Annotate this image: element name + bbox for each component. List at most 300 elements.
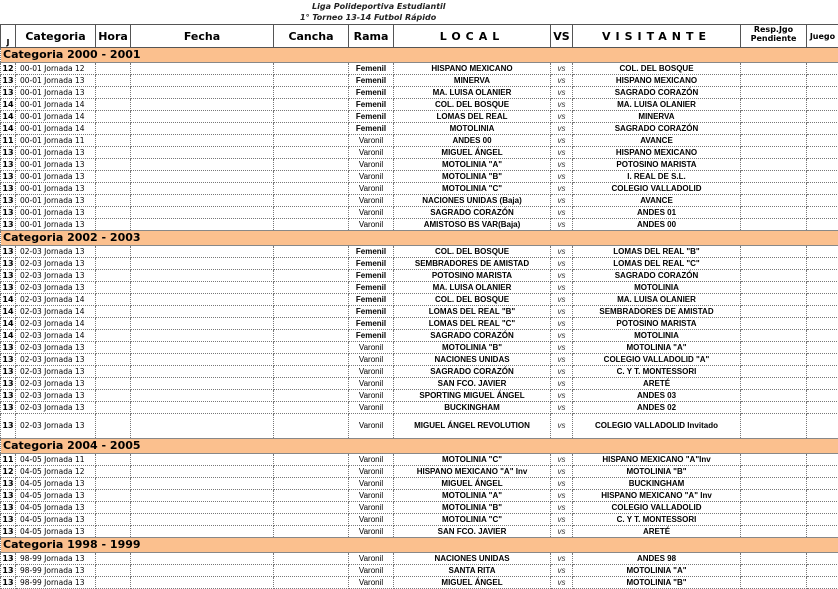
- resp-pendiente-cell[interactable]: [741, 354, 807, 366]
- resp-pendiente-cell[interactable]: [741, 159, 807, 171]
- categoria-cell[interactable]: 02-03 Jornada 13: [16, 270, 96, 282]
- rama-cell[interactable]: Varonil: [349, 490, 394, 502]
- cancha-cell[interactable]: [274, 219, 349, 231]
- hora-cell[interactable]: [96, 87, 131, 99]
- local-team[interactable]: MINERVA: [394, 75, 551, 87]
- local-team[interactable]: LOMAS DEL REAL "B": [394, 306, 551, 318]
- rama-cell[interactable]: Varonil: [349, 135, 394, 147]
- cancha-cell[interactable]: [274, 270, 349, 282]
- cancha-cell[interactable]: [274, 87, 349, 99]
- visitante-team[interactable]: C. Y T. MONTESSORI: [573, 366, 741, 378]
- fecha-cell[interactable]: [131, 514, 274, 526]
- juego-cell[interactable]: [807, 111, 838, 123]
- hora-cell[interactable]: [96, 159, 131, 171]
- rama-cell[interactable]: Varonil: [349, 159, 394, 171]
- fecha-cell[interactable]: [131, 390, 274, 402]
- jornada-number[interactable]: 13: [1, 402, 16, 414]
- fecha-cell[interactable]: [131, 414, 274, 439]
- fecha-cell[interactable]: [131, 135, 274, 147]
- local-team[interactable]: SAGRADO CORAZÓN: [394, 207, 551, 219]
- local-team[interactable]: BUCKINGHAM: [394, 402, 551, 414]
- hora-cell[interactable]: [96, 378, 131, 390]
- rama-cell[interactable]: Varonil: [349, 526, 394, 538]
- hora-cell[interactable]: [96, 318, 131, 330]
- fecha-cell[interactable]: [131, 219, 274, 231]
- jornada-number[interactable]: 13: [1, 159, 16, 171]
- local-team[interactable]: LOMAS DEL REAL "C": [394, 318, 551, 330]
- jornada-number[interactable]: 13: [1, 219, 16, 231]
- hora-cell[interactable]: [96, 207, 131, 219]
- jornada-number[interactable]: 11: [1, 135, 16, 147]
- hora-cell[interactable]: [96, 330, 131, 342]
- categoria-cell[interactable]: 04-05 Jornada 13: [16, 490, 96, 502]
- juego-cell[interactable]: [807, 526, 838, 538]
- jornada-number[interactable]: 13: [1, 502, 16, 514]
- visitante-team[interactable]: POTOSINO MARISTA: [573, 159, 741, 171]
- fecha-cell[interactable]: [131, 454, 274, 466]
- jornada-number[interactable]: 13: [1, 565, 16, 577]
- visitante-team[interactable]: MA. LUISA OLANIER: [573, 294, 741, 306]
- juego-cell[interactable]: [807, 75, 838, 87]
- jornada-number[interactable]: 13: [1, 87, 16, 99]
- visitante-team[interactable]: MOTOLINIA "B": [573, 577, 741, 589]
- hora-cell[interactable]: [96, 454, 131, 466]
- fecha-cell[interactable]: [131, 330, 274, 342]
- categoria-cell[interactable]: 98-99 Jornada 13: [16, 577, 96, 589]
- resp-pendiente-cell[interactable]: [741, 565, 807, 577]
- juego-cell[interactable]: [807, 294, 838, 306]
- categoria-cell[interactable]: 04-05 Jornada 12: [16, 466, 96, 478]
- cancha-cell[interactable]: [274, 414, 349, 439]
- visitante-team[interactable]: AVANCE: [573, 195, 741, 207]
- cancha-cell[interactable]: [274, 123, 349, 135]
- resp-pendiente-cell[interactable]: [741, 466, 807, 478]
- visitante-team[interactable]: COL. DEL BOSQUE: [573, 63, 741, 75]
- resp-pendiente-cell[interactable]: [741, 366, 807, 378]
- cancha-cell[interactable]: [274, 366, 349, 378]
- hora-cell[interactable]: [96, 502, 131, 514]
- visitante-team[interactable]: BUCKINGHAM: [573, 478, 741, 490]
- juego-cell[interactable]: [807, 390, 838, 402]
- local-team[interactable]: MOTOLINIA "A": [394, 490, 551, 502]
- resp-pendiente-cell[interactable]: [741, 147, 807, 159]
- resp-pendiente-cell[interactable]: [741, 171, 807, 183]
- fecha-cell[interactable]: [131, 378, 274, 390]
- resp-pendiente-cell[interactable]: [741, 282, 807, 294]
- local-team[interactable]: MOTOLINIA "C": [394, 183, 551, 195]
- hora-cell[interactable]: [96, 246, 131, 258]
- hora-cell[interactable]: [96, 402, 131, 414]
- categoria-cell[interactable]: 02-03 Jornada 13: [16, 246, 96, 258]
- cancha-cell[interactable]: [274, 147, 349, 159]
- local-team[interactable]: AMISTOSO BS VAR(Baja): [394, 219, 551, 231]
- local-team[interactable]: LOMAS DEL REAL: [394, 111, 551, 123]
- rama-cell[interactable]: Varonil: [349, 454, 394, 466]
- cancha-cell[interactable]: [274, 514, 349, 526]
- resp-pendiente-cell[interactable]: [741, 111, 807, 123]
- jornada-number[interactable]: 13: [1, 246, 16, 258]
- jornada-number[interactable]: 14: [1, 294, 16, 306]
- jornada-number[interactable]: 14: [1, 111, 16, 123]
- jornada-number[interactable]: 13: [1, 414, 16, 439]
- fecha-cell[interactable]: [131, 246, 274, 258]
- fecha-cell[interactable]: [131, 402, 274, 414]
- visitante-team[interactable]: ANDES 02: [573, 402, 741, 414]
- jornada-number[interactable]: 14: [1, 123, 16, 135]
- rama-cell[interactable]: Femenil: [349, 99, 394, 111]
- fecha-cell[interactable]: [131, 466, 274, 478]
- jornada-number[interactable]: 13: [1, 514, 16, 526]
- jornada-number[interactable]: 14: [1, 99, 16, 111]
- resp-pendiente-cell[interactable]: [741, 514, 807, 526]
- fecha-cell[interactable]: [131, 342, 274, 354]
- visitante-team[interactable]: MOTOLINIA: [573, 330, 741, 342]
- visitante-team[interactable]: HISPANO MEXICANO: [573, 147, 741, 159]
- hora-cell[interactable]: [96, 270, 131, 282]
- jornada-number[interactable]: 13: [1, 183, 16, 195]
- hora-cell[interactable]: [96, 553, 131, 565]
- fecha-cell[interactable]: [131, 123, 274, 135]
- categoria-cell[interactable]: 00-01 Jornada 14: [16, 123, 96, 135]
- visitante-team[interactable]: SAGRADO CORAZÓN: [573, 270, 741, 282]
- cancha-cell[interactable]: [274, 577, 349, 589]
- categoria-cell[interactable]: 00-01 Jornada 14: [16, 99, 96, 111]
- hora-cell[interactable]: [96, 282, 131, 294]
- hora-cell[interactable]: [96, 63, 131, 75]
- juego-cell[interactable]: [807, 454, 838, 466]
- visitante-team[interactable]: AVANCE: [573, 135, 741, 147]
- hora-cell[interactable]: [96, 171, 131, 183]
- juego-cell[interactable]: [807, 147, 838, 159]
- jornada-number[interactable]: 13: [1, 342, 16, 354]
- local-team[interactable]: MOTOLINIA "B": [394, 342, 551, 354]
- jornada-number[interactable]: 14: [1, 318, 16, 330]
- categoria-cell[interactable]: 02-03 Jornada 13: [16, 258, 96, 270]
- hora-cell[interactable]: [96, 577, 131, 589]
- cancha-cell[interactable]: [274, 318, 349, 330]
- fecha-cell[interactable]: [131, 171, 274, 183]
- rama-cell[interactable]: Varonil: [349, 207, 394, 219]
- local-team[interactable]: MA. LUISA OLANIER: [394, 282, 551, 294]
- jornada-number[interactable]: 13: [1, 270, 16, 282]
- categoria-cell[interactable]: 00-01 Jornada 13: [16, 159, 96, 171]
- visitante-team[interactable]: ANDES 00: [573, 219, 741, 231]
- local-team[interactable]: POTOSINO MARISTA: [394, 270, 551, 282]
- visitante-team[interactable]: MOTOLINIA "A": [573, 342, 741, 354]
- juego-cell[interactable]: [807, 258, 838, 270]
- cancha-cell[interactable]: [274, 306, 349, 318]
- fecha-cell[interactable]: [131, 87, 274, 99]
- cancha-cell[interactable]: [274, 258, 349, 270]
- rama-cell[interactable]: Varonil: [349, 366, 394, 378]
- rama-cell[interactable]: Femenil: [349, 294, 394, 306]
- cancha-cell[interactable]: [274, 378, 349, 390]
- rama-cell[interactable]: Femenil: [349, 111, 394, 123]
- rama-cell[interactable]: Varonil: [349, 378, 394, 390]
- jornada-number[interactable]: 13: [1, 258, 16, 270]
- juego-cell[interactable]: [807, 402, 838, 414]
- fecha-cell[interactable]: [131, 318, 274, 330]
- local-team[interactable]: SAN FCO. JAVIER: [394, 526, 551, 538]
- local-team[interactable]: MOTOLINIA "C": [394, 454, 551, 466]
- visitante-team[interactable]: HISPANO MEXICANO "A" Inv: [573, 490, 741, 502]
- rama-cell[interactable]: Varonil: [349, 219, 394, 231]
- resp-pendiente-cell[interactable]: [741, 330, 807, 342]
- hora-cell[interactable]: [96, 147, 131, 159]
- juego-cell[interactable]: [807, 207, 838, 219]
- resp-pendiente-cell[interactable]: [741, 553, 807, 565]
- hora-cell[interactable]: [96, 306, 131, 318]
- hora-cell[interactable]: [96, 514, 131, 526]
- visitante-team[interactable]: COLEGIO VALLADOLID: [573, 183, 741, 195]
- fecha-cell[interactable]: [131, 147, 274, 159]
- fecha-cell[interactable]: [131, 565, 274, 577]
- hora-cell[interactable]: [96, 294, 131, 306]
- visitante-team[interactable]: SEMBRADORES DE AMISTAD: [573, 306, 741, 318]
- fecha-cell[interactable]: [131, 526, 274, 538]
- fecha-cell[interactable]: [131, 553, 274, 565]
- jornada-number[interactable]: 13: [1, 553, 16, 565]
- local-team[interactable]: SAN FCO. JAVIER: [394, 378, 551, 390]
- jornada-number[interactable]: 13: [1, 526, 16, 538]
- cancha-cell[interactable]: [274, 111, 349, 123]
- fecha-cell[interactable]: [131, 306, 274, 318]
- juego-cell[interactable]: [807, 195, 838, 207]
- fecha-cell[interactable]: [131, 63, 274, 75]
- rama-cell[interactable]: Varonil: [349, 466, 394, 478]
- juego-cell[interactable]: [807, 502, 838, 514]
- juego-cell[interactable]: [807, 354, 838, 366]
- categoria-cell[interactable]: 00-01 Jornada 13: [16, 87, 96, 99]
- resp-pendiente-cell[interactable]: [741, 526, 807, 538]
- categoria-cell[interactable]: 00-01 Jornada 13: [16, 219, 96, 231]
- local-team[interactable]: COL. DEL BOSQUE: [394, 294, 551, 306]
- cancha-cell[interactable]: [274, 402, 349, 414]
- juego-cell[interactable]: [807, 171, 838, 183]
- visitante-team[interactable]: ANDES 01: [573, 207, 741, 219]
- hora-cell[interactable]: [96, 219, 131, 231]
- juego-cell[interactable]: [807, 219, 838, 231]
- categoria-cell[interactable]: 00-01 Jornada 13: [16, 207, 96, 219]
- resp-pendiente-cell[interactable]: [741, 123, 807, 135]
- resp-pendiente-cell[interactable]: [741, 207, 807, 219]
- hora-cell[interactable]: [96, 466, 131, 478]
- fecha-cell[interactable]: [131, 577, 274, 589]
- cancha-cell[interactable]: [274, 63, 349, 75]
- juego-cell[interactable]: [807, 514, 838, 526]
- rama-cell[interactable]: Femenil: [349, 318, 394, 330]
- categoria-cell[interactable]: 04-05 Jornada 13: [16, 478, 96, 490]
- resp-pendiente-cell[interactable]: [741, 414, 807, 439]
- visitante-team[interactable]: MOTOLINIA "B": [573, 466, 741, 478]
- juego-cell[interactable]: [807, 565, 838, 577]
- rama-cell[interactable]: Varonil: [349, 402, 394, 414]
- local-team[interactable]: MOTOLINIA: [394, 123, 551, 135]
- visitante-team[interactable]: ARETÉ: [573, 526, 741, 538]
- fecha-cell[interactable]: [131, 490, 274, 502]
- visitante-team[interactable]: MINERVA: [573, 111, 741, 123]
- jornada-number[interactable]: 13: [1, 282, 16, 294]
- rama-cell[interactable]: Femenil: [349, 246, 394, 258]
- jornada-number[interactable]: 13: [1, 207, 16, 219]
- resp-pendiente-cell[interactable]: [741, 502, 807, 514]
- categoria-cell[interactable]: 02-03 Jornada 13: [16, 282, 96, 294]
- cancha-cell[interactable]: [274, 490, 349, 502]
- resp-pendiente-cell[interactable]: [741, 294, 807, 306]
- hora-cell[interactable]: [96, 183, 131, 195]
- categoria-cell[interactable]: 00-01 Jornada 14: [16, 111, 96, 123]
- resp-pendiente-cell[interactable]: [741, 195, 807, 207]
- fecha-cell[interactable]: [131, 354, 274, 366]
- resp-pendiente-cell[interactable]: [741, 258, 807, 270]
- jornada-number[interactable]: 13: [1, 390, 16, 402]
- visitante-team[interactable]: COLEGIO VALLADOLID Invitado: [573, 414, 741, 439]
- cancha-cell[interactable]: [274, 75, 349, 87]
- juego-cell[interactable]: [807, 282, 838, 294]
- rama-cell[interactable]: Varonil: [349, 354, 394, 366]
- resp-pendiente-cell[interactable]: [741, 390, 807, 402]
- hora-cell[interactable]: [96, 195, 131, 207]
- hora-cell[interactable]: [96, 490, 131, 502]
- jornada-number[interactable]: 13: [1, 171, 16, 183]
- juego-cell[interactable]: [807, 246, 838, 258]
- local-team[interactable]: COL. DEL BOSQUE: [394, 246, 551, 258]
- resp-pendiente-cell[interactable]: [741, 306, 807, 318]
- categoria-cell[interactable]: 02-03 Jornada 14: [16, 318, 96, 330]
- fecha-cell[interactable]: [131, 207, 274, 219]
- jornada-number[interactable]: 13: [1, 75, 16, 87]
- local-team[interactable]: MOTOLINIA "B": [394, 502, 551, 514]
- hora-cell[interactable]: [96, 111, 131, 123]
- cancha-cell[interactable]: [274, 195, 349, 207]
- hora-cell[interactable]: [96, 99, 131, 111]
- rama-cell[interactable]: Varonil: [349, 565, 394, 577]
- local-team[interactable]: MIGUEL ÁNGEL REVOLUTION: [394, 414, 551, 439]
- fecha-cell[interactable]: [131, 502, 274, 514]
- categoria-cell[interactable]: 02-03 Jornada 13: [16, 402, 96, 414]
- fecha-cell[interactable]: [131, 159, 274, 171]
- rama-cell[interactable]: Femenil: [349, 75, 394, 87]
- rama-cell[interactable]: Femenil: [349, 270, 394, 282]
- resp-pendiente-cell[interactable]: [741, 135, 807, 147]
- juego-cell[interactable]: [807, 99, 838, 111]
- resp-pendiente-cell[interactable]: [741, 63, 807, 75]
- visitante-team[interactable]: HISPANO MEXICANO "A"Inv: [573, 454, 741, 466]
- cancha-cell[interactable]: [274, 454, 349, 466]
- resp-pendiente-cell[interactable]: [741, 402, 807, 414]
- cancha-cell[interactable]: [274, 502, 349, 514]
- visitante-team[interactable]: LOMAS DEL REAL "B": [573, 246, 741, 258]
- local-team[interactable]: ANDES 00: [394, 135, 551, 147]
- visitante-team[interactable]: COLEGIO VALLADOLID "A": [573, 354, 741, 366]
- categoria-cell[interactable]: 02-03 Jornada 13: [16, 354, 96, 366]
- local-team[interactable]: NACIONES UNIDAS: [394, 354, 551, 366]
- visitante-team[interactable]: SAGRADO CORAZÓN: [573, 123, 741, 135]
- local-team[interactable]: MIGUEL ÁNGEL: [394, 577, 551, 589]
- categoria-cell[interactable]: 02-03 Jornada 14: [16, 306, 96, 318]
- local-team[interactable]: SAGRADO CORAZÓN: [394, 330, 551, 342]
- juego-cell[interactable]: [807, 63, 838, 75]
- visitante-team[interactable]: I. REAL DE S.L.: [573, 171, 741, 183]
- jornada-number[interactable]: 13: [1, 577, 16, 589]
- rama-cell[interactable]: Varonil: [349, 147, 394, 159]
- juego-cell[interactable]: [807, 553, 838, 565]
- rama-cell[interactable]: Femenil: [349, 87, 394, 99]
- local-team[interactable]: NACIONES UNIDAS (Baja): [394, 195, 551, 207]
- visitante-team[interactable]: ANDES 03: [573, 390, 741, 402]
- juego-cell[interactable]: [807, 366, 838, 378]
- juego-cell[interactable]: [807, 159, 838, 171]
- juego-cell[interactable]: [807, 183, 838, 195]
- hora-cell[interactable]: [96, 258, 131, 270]
- rama-cell[interactable]: Femenil: [349, 330, 394, 342]
- cancha-cell[interactable]: [274, 135, 349, 147]
- juego-cell[interactable]: [807, 318, 838, 330]
- fecha-cell[interactable]: [131, 99, 274, 111]
- hora-cell[interactable]: [96, 565, 131, 577]
- cancha-cell[interactable]: [274, 282, 349, 294]
- fecha-cell[interactable]: [131, 478, 274, 490]
- jornada-number[interactable]: 13: [1, 490, 16, 502]
- local-team[interactable]: SANTA RITA: [394, 565, 551, 577]
- categoria-cell[interactable]: 00-01 Jornada 12: [16, 63, 96, 75]
- rama-cell[interactable]: Varonil: [349, 577, 394, 589]
- visitante-team[interactable]: C. Y T. MONTESSORI: [573, 514, 741, 526]
- juego-cell[interactable]: [807, 87, 838, 99]
- rama-cell[interactable]: Varonil: [349, 390, 394, 402]
- categoria-cell[interactable]: 02-03 Jornada 14: [16, 330, 96, 342]
- juego-cell[interactable]: [807, 342, 838, 354]
- resp-pendiente-cell[interactable]: [741, 87, 807, 99]
- local-team[interactable]: MIGUEL ÁNGEL: [394, 478, 551, 490]
- resp-pendiente-cell[interactable]: [741, 490, 807, 502]
- cancha-cell[interactable]: [274, 466, 349, 478]
- rama-cell[interactable]: Femenil: [349, 306, 394, 318]
- hora-cell[interactable]: [96, 366, 131, 378]
- rama-cell[interactable]: Varonil: [349, 195, 394, 207]
- categoria-cell[interactable]: 02-03 Jornada 13: [16, 366, 96, 378]
- hora-cell[interactable]: [96, 342, 131, 354]
- jornada-number[interactable]: 14: [1, 306, 16, 318]
- rama-cell[interactable]: Varonil: [349, 553, 394, 565]
- categoria-cell[interactable]: 02-03 Jornada 13: [16, 378, 96, 390]
- rama-cell[interactable]: Varonil: [349, 171, 394, 183]
- juego-cell[interactable]: [807, 306, 838, 318]
- fecha-cell[interactable]: [131, 183, 274, 195]
- juego-cell[interactable]: [807, 490, 838, 502]
- cancha-cell[interactable]: [274, 183, 349, 195]
- rama-cell[interactable]: Femenil: [349, 63, 394, 75]
- rama-cell[interactable]: Varonil: [349, 342, 394, 354]
- rama-cell[interactable]: Varonil: [349, 478, 394, 490]
- cancha-cell[interactable]: [274, 99, 349, 111]
- cancha-cell[interactable]: [274, 354, 349, 366]
- cancha-cell[interactable]: [274, 565, 349, 577]
- categoria-cell[interactable]: 04-05 Jornada 13: [16, 514, 96, 526]
- resp-pendiente-cell[interactable]: [741, 75, 807, 87]
- resp-pendiente-cell[interactable]: [741, 99, 807, 111]
- cancha-cell[interactable]: [274, 390, 349, 402]
- resp-pendiente-cell[interactable]: [741, 183, 807, 195]
- juego-cell[interactable]: [807, 414, 838, 439]
- cancha-cell[interactable]: [274, 478, 349, 490]
- hora-cell[interactable]: [96, 354, 131, 366]
- fecha-cell[interactable]: [131, 111, 274, 123]
- categoria-cell[interactable]: 02-03 Jornada 13: [16, 342, 96, 354]
- jornada-number[interactable]: 13: [1, 354, 16, 366]
- resp-pendiente-cell[interactable]: [741, 577, 807, 589]
- fecha-cell[interactable]: [131, 195, 274, 207]
